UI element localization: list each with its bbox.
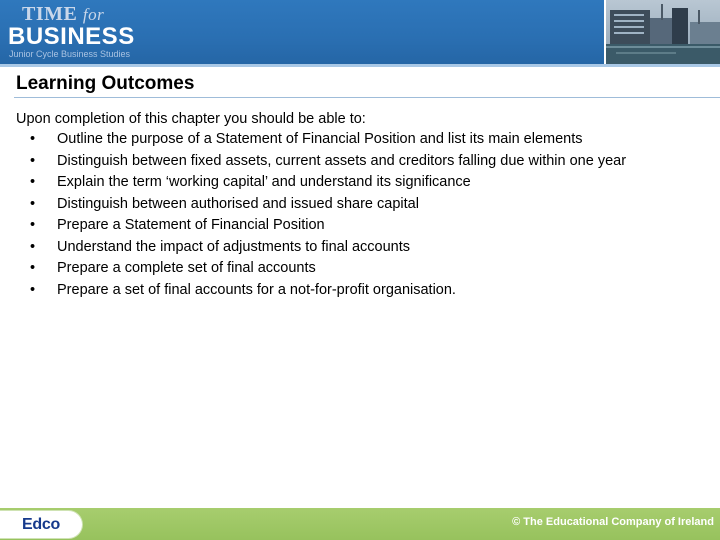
list-item: • Understand the impact of adjustments to final accounts <box>30 237 680 259</box>
list-item: • Distinguish between authorised and issued share capital <box>30 194 680 216</box>
list-item: • Prepare a complete set of final accounts <box>30 258 680 280</box>
list-item: • Explain the term ‘working capital’ and understand its significance <box>30 172 680 194</box>
footer-bar <box>0 508 720 540</box>
title-divider <box>14 97 720 98</box>
list-item: • Prepare a set of final accounts for a not-for-profit organisation. <box>30 280 680 302</box>
logo-for-word: for <box>82 5 105 24</box>
time-for-business-logo <box>8 4 135 60</box>
page-title: Learning Outcomes <box>16 73 195 94</box>
learning-outcomes-list <box>30 129 680 301</box>
edco-logo-text: Edco <box>22 515 60 533</box>
city-photo <box>604 0 720 64</box>
copyright-text: © The Educational Company of Ireland <box>512 516 714 528</box>
logo-time-word: TIME <box>22 3 78 25</box>
list-item: • Outline the purpose of a Statement of Financial Position and list its main elements <box>30 129 680 151</box>
logo-business-word: BUSINESS <box>8 23 135 50</box>
edco-logo <box>0 511 82 538</box>
list-item: • Prepare a Statement of Financial Position <box>30 215 680 237</box>
list-item: • Distinguish between fixed assets, current assets and creditors falling due within one year <box>30 151 680 173</box>
header-banner <box>0 0 720 64</box>
header-divider <box>0 64 720 67</box>
logo-subtitle: Junior Cycle Business Studies <box>9 49 131 59</box>
intro-text: Upon completion of this chapter you should be able to: <box>16 111 366 127</box>
city-skyline-image <box>606 0 720 64</box>
